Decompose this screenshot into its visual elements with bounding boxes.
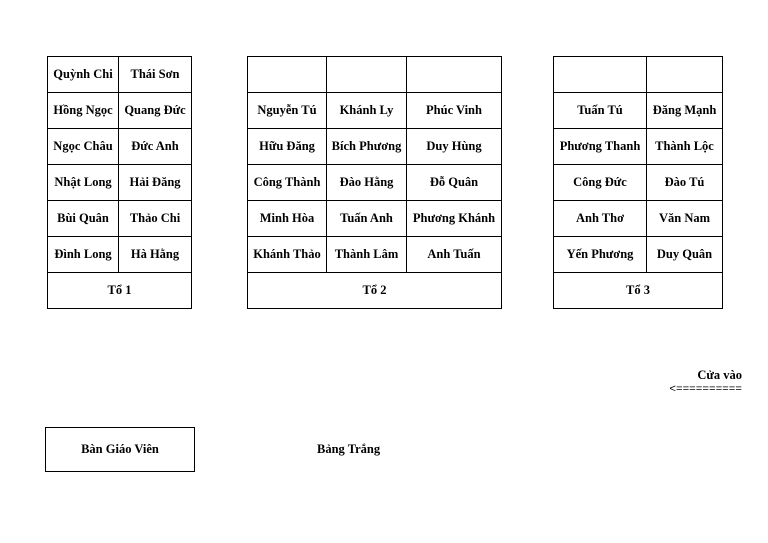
seat: Thành Lộc [647,129,723,165]
seat: Hữu Đăng [248,129,327,165]
seat: Phương Khánh [407,201,502,237]
seat: Phương Thanh [554,129,647,165]
seat-row [554,237,723,273]
seat-row [48,201,192,237]
seat-row [48,129,192,165]
group-label-row [48,273,192,309]
seat: Hồng Ngọc [48,93,119,129]
teacher-desk-label: Bàn Giáo Viên [81,442,159,456]
seat: Thành Lâm [327,237,407,273]
seat: Thảo Chi [119,201,192,237]
seat-row [248,165,502,201]
seating-group-3 [553,56,723,309]
seat-row [248,129,502,165]
seat-row [48,93,192,129]
entrance [669,368,742,398]
group-label-row [554,273,723,309]
seat-row [554,93,723,129]
seat-row [248,93,502,129]
seat: Minh Hòa [248,201,327,237]
seat-row [554,165,723,201]
seat: Ngọc Châu [48,129,119,165]
seat: Anh Thơ [554,201,647,237]
seat: Công Đức [554,165,647,201]
seat [407,57,502,93]
seat-row [48,57,192,93]
seat: Tuấn Tú [554,93,647,129]
seat: Đức Anh [119,129,192,165]
seat: Yến Phương [554,237,647,273]
seat [554,57,647,93]
seat: Đào Tú [647,165,723,201]
seat: Văn Nam [647,201,723,237]
seat: Đỗ Quân [407,165,502,201]
group-label: Tổ 3 [554,273,723,309]
seat: Khánh Ly [327,93,407,129]
seat: Quỳnh Chi [48,57,119,93]
seat: Đăng Mạnh [647,93,723,129]
seat-row [248,237,502,273]
seat-row [554,57,723,93]
seat: Anh Tuấn [407,237,502,273]
seat: Bùi Quân [48,201,119,237]
seating-group-1 [47,56,192,309]
seat-row [554,129,723,165]
seat: Nhật Long [48,165,119,201]
seat-row [554,201,723,237]
seat: Phúc Vinh [407,93,502,129]
group-label: Tổ 2 [248,273,502,309]
seat-row [48,165,192,201]
seat: Bích Phương [327,129,407,165]
seat: Duy Quân [647,237,723,273]
seat: Công Thành [248,165,327,201]
seat: Khánh Thảo [248,237,327,273]
seating-group-2 [247,56,502,309]
teacher-desk [45,427,195,472]
seat: Đào Hằng [327,165,407,201]
seat-row [248,57,502,93]
seat-row [248,201,502,237]
group-label: Tổ 1 [48,273,192,309]
seat: Thái Sơn [119,57,192,93]
group-label-row [248,273,502,309]
seat: Hà Hằng [119,237,192,273]
seat: Duy Hùng [407,129,502,165]
seat: Tuấn Anh [327,201,407,237]
seat: Đình Long [48,237,119,273]
entrance-label: Cửa vào [697,368,742,382]
whiteboard-label: Bảng Trắng [317,442,381,456]
seat: Hải Đăng [119,165,192,201]
seat-row [48,237,192,273]
seat [327,57,407,93]
seat: Nguyễn Tú [248,93,327,129]
seat [647,57,723,93]
seat: Quang Đức [119,93,192,129]
entrance-arrow: <========== [669,384,742,396]
seat [248,57,327,93]
